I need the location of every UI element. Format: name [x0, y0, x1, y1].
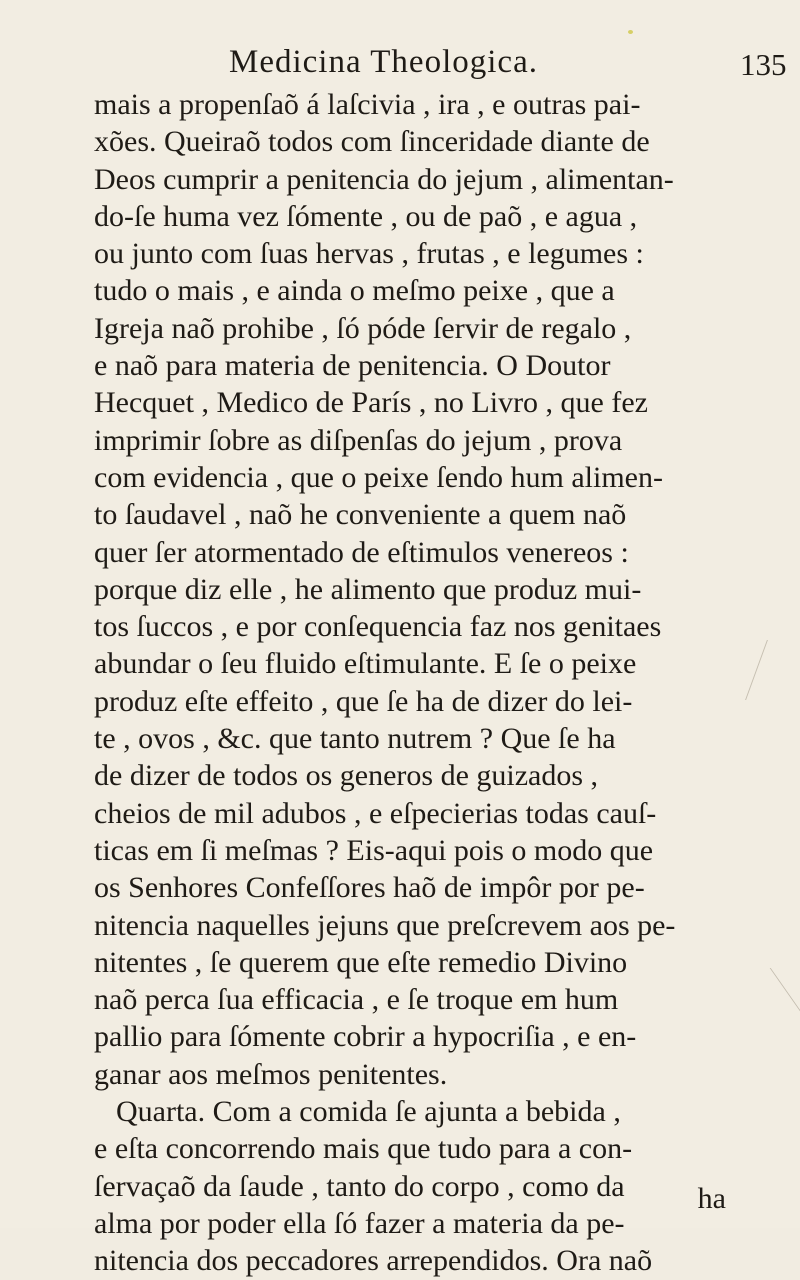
text-line: e eſta concorrendo mais que tudo para a con-	[94, 1132, 633, 1166]
text-line: to ſaudavel , naõ he conveniente a quem naõ	[94, 498, 627, 532]
text-line: cheios de mil adubos , e eſpecierias todas cauſ-	[94, 796, 657, 830]
margin-pencil-mark	[745, 640, 790, 700]
text-line: ou junto com ſuas hervas , frutas , e legumes :	[94, 237, 644, 271]
text-line: ticas em ſi meſmas ? Eis-aqui pois o modo que	[94, 833, 654, 867]
text-line: nitencia naquelles jejuns que preſcrevem aos pe-	[94, 908, 676, 942]
text-line: imprimir ſobre as diſpenſas do jejum , prova	[94, 423, 623, 457]
text-line: pallio para ſómente cobrir a hypocriſia , e en-	[94, 1020, 637, 1054]
text-line: com evidencia , que o peixe ſendo hum alimen-	[94, 460, 663, 494]
body-text	[94, 86, 734, 1280]
catchword-row	[0, 1182, 726, 1216]
text-line: tudo o mais , e ainda o meſmo peixe , que a	[94, 274, 615, 308]
text-line: xões. Queiraõ todos com ſinceridade diante de	[94, 125, 650, 159]
text-line: do-ſe huma vez ſómente , ou de paõ , e agua ,	[94, 199, 638, 233]
text-line: nitencia dos peccadores arrependidos. Ora naõ	[94, 1244, 653, 1278]
text-line: alma por poder ella ſó fazer a materia da pe-	[94, 1206, 625, 1240]
text-line: naõ perca ſua efficacia , e ſe troque em hum	[94, 983, 619, 1017]
catchword: ha	[697, 1182, 726, 1215]
text-line: porque diz elle , he alimento que produz mui-	[94, 572, 642, 606]
page-number: 135	[740, 47, 787, 82]
text-line: mais a propenſaõ á laſcivia , ira , e outras pai-	[94, 88, 641, 121]
text-line: tos ſuccos , e por conſequencia faz nos genitaes	[94, 610, 662, 644]
text-line: Igreja naõ prohibe , ſó póde ſervir de regalo ,	[94, 311, 632, 345]
text-line: os Senhores Confeſſores haõ de impôr por pe-	[94, 871, 645, 905]
margin-pencil-mark	[740, 968, 800, 1026]
text-line: nitentes , ſe querem que eſte remedio Divino	[94, 945, 628, 979]
text-line: produz eſte effeito , que ſe ha de dizer do lei-	[94, 684, 633, 718]
text-line: ſervaçaõ da ſaude , tanto do corpo , como da	[94, 1169, 625, 1203]
text-line: Hecquet , Medico de París , no Livro , que fez	[94, 386, 648, 420]
paragraph-start-line: Quarta. Com a comida ſe ajunta a bebida ,	[116, 1095, 621, 1129]
text-line: Deos cumprir a penitencia do jejum , alimentan-	[94, 162, 674, 196]
page-header	[0, 44, 800, 88]
text-line: quer ſer atormentado de eſtimulos venereos :	[94, 535, 629, 569]
text-line: abundar o ſeu fluido eſtimulante. E ſe o peixe	[94, 647, 637, 681]
running-title: Medicina Theologica.	[229, 44, 538, 80]
ink-speck	[628, 30, 633, 34]
text-line: te , ovos , &c. que tanto nutrem ? Que ſe ha	[94, 722, 616, 756]
text-line: ganar aos meſmos penitentes.	[94, 1057, 448, 1091]
text-line: de dizer de todos os generos de guizados ,	[94, 759, 599, 793]
text-line: e naõ para materia de penitencia. O Doutor	[94, 349, 611, 383]
